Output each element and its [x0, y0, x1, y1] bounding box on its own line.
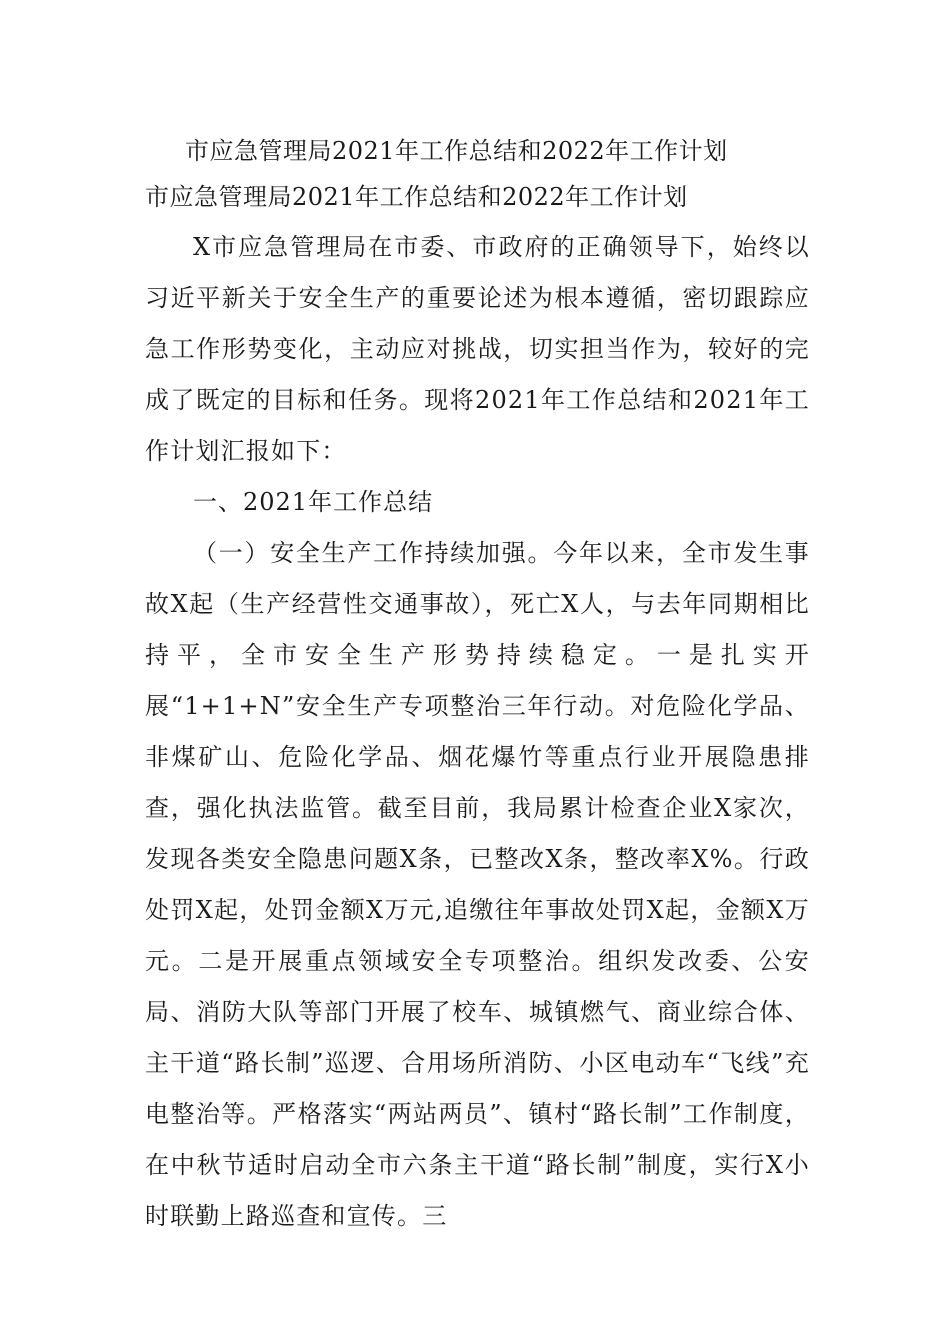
section-heading: 一、2021年工作总结	[193, 488, 434, 516]
intro-paragraph: X市应急管理局在市委、市政府的正确领导下，始终以习近平新关于安全生产的重要论述为根本遵循，密切跟踪应急工作形势变化，主动应对挑战，切实担当作为，较好的完成了既定的目标和任务。现将2021年工作总结和2021年工作计划汇报如下：	[145, 233, 810, 465]
document-title: 市应急管理局2021年工作总结和2022年工作计划	[185, 137, 728, 165]
document-body	[145, 128, 810, 1242]
document-subtitle: 市应急管理局2021年工作总结和2022年工作计划	[145, 183, 688, 211]
section-paragraph: （一）安全生产工作持续加强。今年以来，全市发生事故X起（生产经营性交通事故），死亡X人，与去年同期相比持平，全市安全生产形势持续稳定。一是扎实开展“1+1+N”安全生产专项整治三年行动。对危险化学品、非煤矿山、危险化学品、烟花爆竹等重点行业开展隐患排查，强化执法监管。截至目前，我局累计检查企业X家次，发现各类安全隐患问题X条，已整改X条，整改率X%。行政处罚X起，处罚金额X万元,追缴往年事故处罚X起，金额X万元。二是开展重点领域安全专项整治。组织发改委、公安局、消防大队等部门开展了校车、城镇燃气、商业综合体、主干道“路长制”巡逻、合用场所消防、小区电动车“飞线”充电整治等。严格落实“两站两员”、镇村“路长制”工作制度，在中秋节适时启动全市六条主干道“路长制”制度，实行X小时联勤上路巡查和宣传。三	[145, 539, 810, 1230]
